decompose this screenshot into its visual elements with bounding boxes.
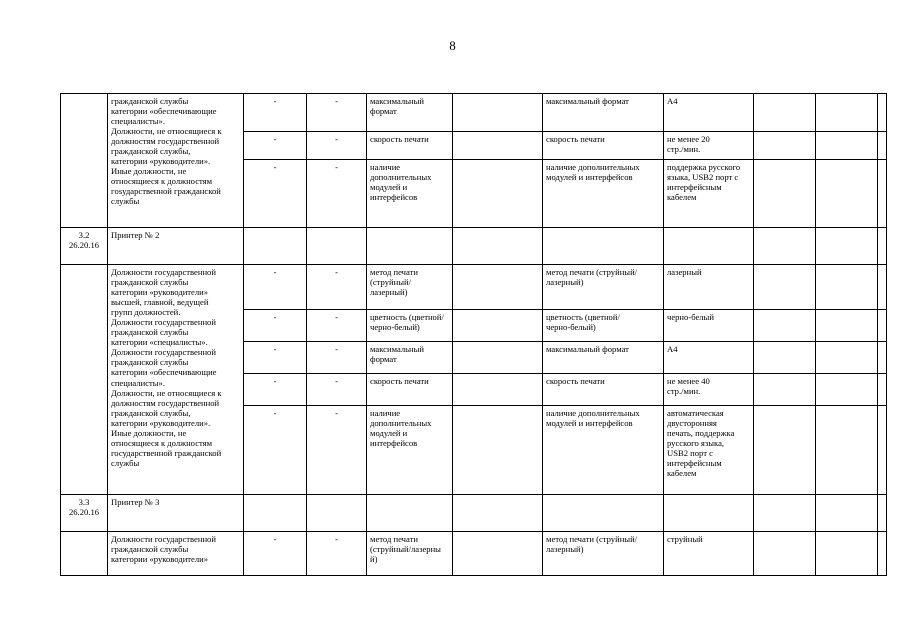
cell <box>754 160 816 228</box>
characteristic-cell: наличие дополнительных модулей и интерфейсов <box>543 160 664 228</box>
characteristic-cell: скорость печати <box>543 132 664 160</box>
category-number: 3.2 26.20.16 <box>61 228 108 265</box>
characteristic-cell: максимальный формат <box>543 94 664 132</box>
cell <box>878 374 887 406</box>
characteristic-cell: наличие дополнительных модулей и интерфейсов <box>543 406 664 495</box>
cell: - <box>307 94 367 132</box>
cell <box>453 374 543 406</box>
cell <box>754 132 816 160</box>
category-title: Принтер № 3 <box>108 495 244 532</box>
table-row <box>61 265 887 310</box>
characteristic-cell: максимальный формат <box>367 342 453 374</box>
characteristic-cell: скорость печати <box>543 374 664 406</box>
cell <box>754 342 816 374</box>
cell <box>453 265 543 310</box>
cell <box>878 495 887 532</box>
cell <box>453 132 543 160</box>
category-number: 3.3 26.20.16 <box>61 495 108 532</box>
cell: - <box>244 374 307 406</box>
value-cell: автоматическая двусторонняя печать, поддержка русского языка, USB2 порт с интерфейсным кабелем <box>664 406 754 495</box>
cell <box>754 310 816 342</box>
value-cell: А4 <box>664 342 754 374</box>
cell <box>453 228 543 265</box>
category-title: Принтер № 2 <box>108 228 244 265</box>
table-row <box>61 94 887 132</box>
cell <box>543 228 664 265</box>
cell <box>754 228 816 265</box>
cell <box>878 265 887 310</box>
position-cell <box>61 532 108 576</box>
value-cell: поддержка русского языка, USB2 порт с интерфейсным кабелем <box>664 160 754 228</box>
cell <box>878 342 887 374</box>
cell <box>754 374 816 406</box>
cell <box>816 406 878 495</box>
characteristic-cell: наличие дополнительных модулей и интерфейсов <box>367 160 453 228</box>
cell <box>816 374 878 406</box>
category-row <box>61 495 887 532</box>
position-cell <box>61 265 108 495</box>
cell <box>244 495 307 532</box>
cell <box>543 495 664 532</box>
cell <box>453 342 543 374</box>
value-cell: не менее 40 стр./мин. <box>664 374 754 406</box>
characteristic-cell: цветность (цветной/ черно-белый) <box>543 310 664 342</box>
cell: - <box>244 265 307 310</box>
cell <box>878 94 887 132</box>
cell <box>816 342 878 374</box>
cell <box>453 310 543 342</box>
cell: - <box>244 160 307 228</box>
characteristic-cell: скорость печати <box>367 374 453 406</box>
cell <box>878 406 887 495</box>
table-row <box>61 532 887 576</box>
specification-table <box>60 93 887 576</box>
characteristic-cell: метод печати (струйный/ лазерный) <box>367 265 453 310</box>
cell <box>878 160 887 228</box>
cell: - <box>244 132 307 160</box>
value-cell: А4 <box>664 94 754 132</box>
cell: - <box>244 310 307 342</box>
cell: - <box>307 374 367 406</box>
cell <box>816 132 878 160</box>
value-cell: не менее 20 стр./мин. <box>664 132 754 160</box>
characteristic-cell: метод печати (струйный/лазерны й) <box>367 532 453 576</box>
cell <box>816 228 878 265</box>
cell: - <box>244 94 307 132</box>
cell: - <box>307 265 367 310</box>
cell <box>754 406 816 495</box>
cell <box>754 532 816 576</box>
cell <box>878 228 887 265</box>
cell: - <box>307 160 367 228</box>
cell: - <box>244 342 307 374</box>
characteristic-cell: скорость печати <box>367 132 453 160</box>
value-cell: лазерный <box>664 265 754 310</box>
characteristic-cell: наличие дополнительных модулей и интерфейсов <box>367 406 453 495</box>
cell: - <box>307 342 367 374</box>
cell <box>453 406 543 495</box>
cell <box>453 495 543 532</box>
cell <box>816 265 878 310</box>
cell <box>878 132 887 160</box>
cell <box>453 532 543 576</box>
cell: - <box>307 132 367 160</box>
cell <box>664 228 754 265</box>
cell <box>816 94 878 132</box>
cell <box>816 495 878 532</box>
cell <box>367 228 453 265</box>
positions-cell: гражданской службы категории «обеспечивающие специалисты». Должности, не относящиеся к должностям государственной гражданской службы, категории «руководители». Иные должности, не относящиеся к должностям гosударственной гражданской службы <box>108 94 244 228</box>
cell <box>367 495 453 532</box>
category-row <box>61 228 887 265</box>
positions-cell: Должности государственной гражданской службы категории «руководители» <box>108 532 244 576</box>
cell <box>664 495 754 532</box>
cell <box>816 532 878 576</box>
characteristic-cell: максимальный формат <box>367 94 453 132</box>
characteristic-cell: метод печати (струйный/ лазерный) <box>543 265 664 310</box>
value-cell: черно-белый <box>664 310 754 342</box>
cell: - <box>244 532 307 576</box>
cell: - <box>307 310 367 342</box>
cell <box>754 495 816 532</box>
cell: - <box>307 532 367 576</box>
value-cell: струйный <box>664 532 754 576</box>
cell <box>453 94 543 132</box>
positions-cell: Должности государственной гражданской службы категории «руководители» высшей, главной, ведущей групп должностей. Должности государственной гражданской службы категории «специалисты». Должности государственной гражданской службы категории «обеспечивающие специалисты». Должности, не относящиеся к должностям государственной гражданской службы, категории «руководители». Иные должности, не относящиеся к должностям государственной гражданской службы <box>108 265 244 495</box>
cell <box>816 160 878 228</box>
cell <box>816 310 878 342</box>
page-number: 8 <box>449 38 456 53</box>
cell <box>453 160 543 228</box>
cell: - <box>307 406 367 495</box>
cell <box>754 265 816 310</box>
position-cell <box>61 94 108 228</box>
characteristic-cell: максимальный формат <box>543 342 664 374</box>
cell <box>307 495 367 532</box>
cell <box>244 228 307 265</box>
cell <box>307 228 367 265</box>
cell <box>754 94 816 132</box>
cell <box>878 310 887 342</box>
characteristic-cell: метод печати (струйный/ лазерный) <box>543 532 664 576</box>
cell: - <box>244 406 307 495</box>
cell <box>878 532 887 576</box>
characteristic-cell: цветность (цветной/ черно-белый) <box>367 310 453 342</box>
